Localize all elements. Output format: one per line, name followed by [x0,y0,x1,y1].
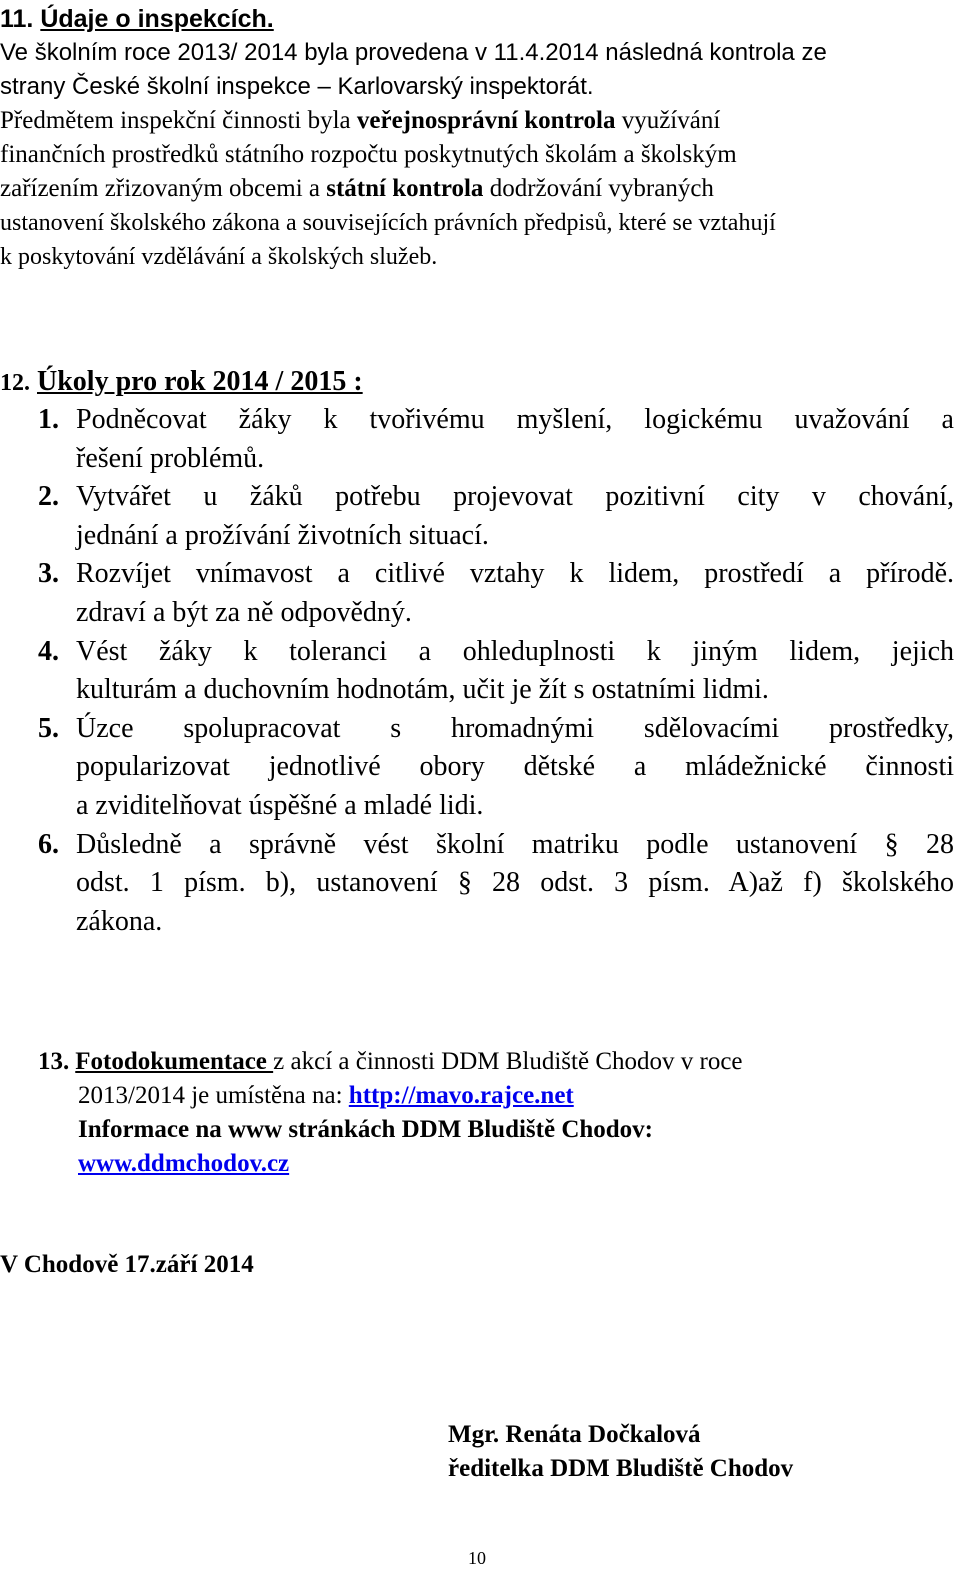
task-item-number: 1. [38,404,59,435]
section-13-line [78,1082,574,1110]
rajce-link[interactable]: http://mavo.rajce.net [348,1082,574,1109]
section-13-title: Fotodokumentace [75,1048,274,1075]
section-13-line [78,1150,289,1178]
bold-term: státní kontrola [326,175,484,202]
section-11-heading [0,2,274,36]
task-item-number: 5. [38,712,59,744]
signer-role: ředitelka DDM Bludiště Chodov [448,1455,794,1482]
task-item-line: Důsledně a správně vést školní matriku podle ustanovení § 28 [76,828,954,860]
section-11-line: strany České školní inspekce – Karlovarský inspektorát. [0,73,594,100]
task-item-number: 3. [38,558,59,590]
section-12-title: Úkoly pro rok 2014 / 2015 : [37,366,363,397]
section-11-line: k poskytování vzdělávání a školských služeb. [0,244,438,270]
section-11-line: ustanovení školského zákona a souvisejících právních předpisů, které se vztahují [0,210,776,236]
section-13-line [38,1048,743,1076]
section-13-number: 13. [38,1048,70,1075]
section-11-line: Ve školním roce 2013/ 2014 byla provedena v 11.4.2014 následná kontrola ze [0,39,827,66]
task-item-line: zdraví a být za ně odpovědný. [76,597,412,628]
text-span: z akcí a činnosti DDM Bludiště Chodov v roce [273,1048,743,1075]
task-item-line: kulturám a duchovním hodnotám, učit je žít s ostatními lidmi. [76,674,769,706]
task-item-number: 2. [38,481,59,513]
section-11-line: finančních prostředků státního rozpočtu poskytnutých školám a školským [0,141,737,168]
task-item-line: Podněcovat žáky k tvořivému myšlení, logickému uvažování a [76,404,954,435]
section-11-title: Údaje o inspekcích. [40,5,274,33]
task-item-line: zákona. [76,905,163,937]
bold-term: veřejnosprávní kontrola [356,107,616,134]
text-span: dodržování vybraných [483,175,714,202]
place-date: V Chodově 17.září 2014 [0,1251,254,1278]
task-item-line: jednání a prožívání životních situací. [76,519,489,551]
task-item-line: popularizovat jednotlivé obory dětské a mládežnické činnosti [76,751,954,783]
task-item-line: Úzce spolupracovat s hromadnými sdělovacími prostředky, [76,712,954,744]
page-number: 10 [468,1548,486,1568]
task-item-number: 6. [38,828,59,860]
signer-name: Mgr. Renáta Dočkalová [448,1421,701,1448]
task-item-line: Vést žáky k toleranci a ohleduplnosti k jiným lidem, jejich [76,635,954,667]
section-13-info: Informace na www stránkách DDM Bludiště Chodov: [78,1116,654,1143]
section-11-number: 11. [0,5,34,33]
task-item-line: Rozvíjet vnímavost a citlivé vztahy k lidem, prostředí a přírodě. [76,558,954,590]
task-item-number: 4. [38,635,59,667]
text-span: zařízením zřizovaným obcemi a [0,175,327,202]
website-link[interactable]: www.ddmchodov.cz [78,1150,290,1177]
section-11-line [0,104,720,138]
section-12-heading [0,366,363,398]
text-span: využívání [615,107,721,134]
task-item-line: řešení problémů. [76,442,265,474]
text-span: 2013/2014 je umístěna na: [78,1082,349,1109]
section-11-line [0,172,714,206]
section-12-number: 12. [0,370,30,396]
task-item-line: Vytvářet u žáků potřebu projevovat pozitivní city v chování, [76,481,954,513]
task-item-line: a zviditelňovat úspěšné a mladé lidi. [76,790,484,821]
text-span: Předmětem inspekční činnosti byla [0,107,357,134]
task-item-line: odst. 1 písm. b), ustanovení § 28 odst. 3 písm. A)až f) školského [76,867,954,899]
